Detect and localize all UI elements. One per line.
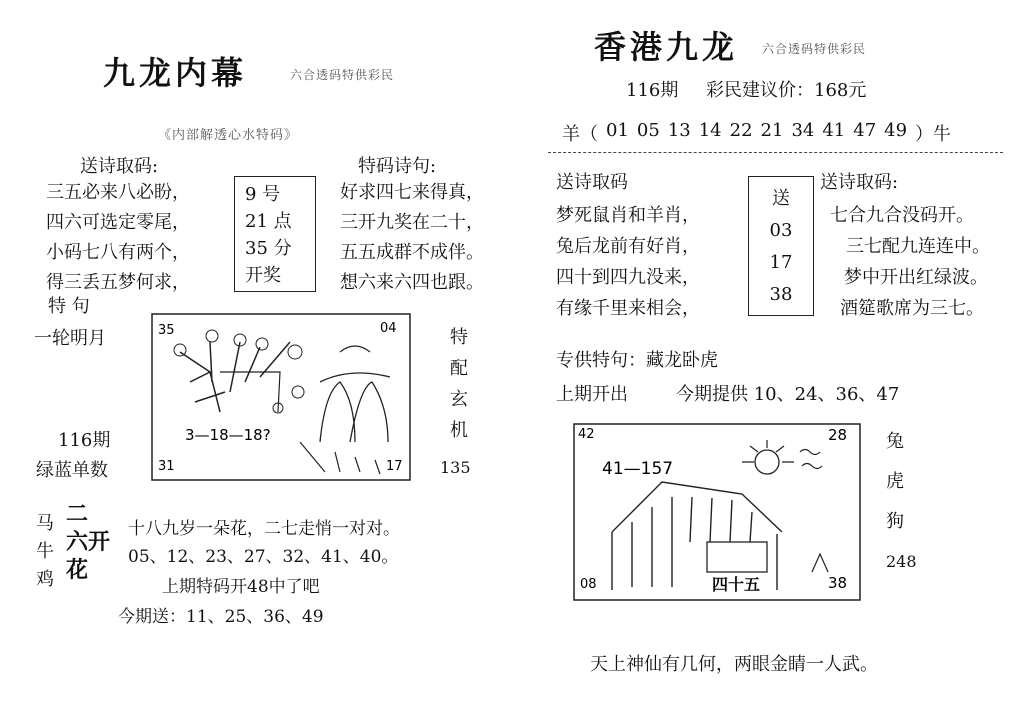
poem-line: 小码七八有两个， bbox=[46, 242, 190, 263]
sketch-label: 31 bbox=[158, 459, 175, 474]
poem-line: 四十到四九没来， bbox=[556, 267, 700, 288]
color-label: 绿蓝单数 bbox=[36, 460, 108, 481]
right-side-number: 248 bbox=[886, 552, 917, 571]
big-char: 二 bbox=[66, 501, 89, 527]
side-char: 机 bbox=[450, 420, 468, 441]
this-issue: 今期提供 10、24、36、47 bbox=[676, 384, 900, 405]
left-poem-left bbox=[46, 178, 190, 298]
last-issue: 上期开出 bbox=[556, 384, 628, 405]
left-subheading: 《内部解透心水特码》 bbox=[158, 128, 299, 143]
divider bbox=[548, 152, 1003, 153]
sketch-label: 3—18—18? bbox=[185, 426, 271, 444]
poem-line: 四六可选定零尾， bbox=[46, 212, 190, 233]
sketch-label: 35 bbox=[158, 323, 175, 338]
poem-line: 酒筵歌席为三七。 bbox=[840, 298, 984, 319]
special-line: 专供特句：藏龙卧虎 bbox=[556, 350, 718, 371]
poem-line: 有缘千里来相会， bbox=[556, 298, 700, 319]
poem-line: 兔后龙前有好肖， bbox=[556, 236, 700, 257]
side-label bbox=[450, 322, 468, 446]
left-line4: 今期送：11、25、36、49 bbox=[118, 607, 324, 627]
draw-box-line: 21 点 bbox=[245, 211, 292, 232]
send-box bbox=[748, 176, 814, 316]
left-song-heading: 送诗取码: bbox=[80, 156, 159, 177]
send-box-line: 03 bbox=[769, 220, 793, 241]
left-poem-heading: 特码诗句: bbox=[358, 156, 437, 177]
sketch-label: 04 bbox=[380, 321, 397, 336]
zodiac-item: 牛 bbox=[36, 541, 54, 562]
right-issue: 116期 bbox=[626, 80, 679, 101]
left-line1: 十八九岁一朵花，二七走悄一对对。 bbox=[128, 519, 400, 539]
side-char: 配 bbox=[450, 358, 468, 379]
special-label: 特 句 bbox=[48, 296, 90, 317]
sketch-label: 17 bbox=[386, 459, 403, 474]
side-char: 特 bbox=[450, 327, 468, 348]
poem-line: 想六来六四也跟。 bbox=[340, 272, 484, 293]
big-chars bbox=[66, 500, 110, 584]
side-char: 玄 bbox=[450, 389, 468, 410]
numbers-item: 41 bbox=[822, 120, 846, 141]
poem-line: 七合九合没码开。 bbox=[830, 205, 974, 226]
numbers-item: 14 bbox=[698, 120, 722, 141]
numbers-item: 34 bbox=[791, 120, 815, 141]
draw-time-box bbox=[234, 176, 316, 292]
draw-box-line: 开奖 bbox=[245, 265, 281, 286]
poem-line: 三五必来八必盼， bbox=[46, 182, 190, 203]
moon-label: 一轮明月 bbox=[34, 328, 106, 349]
sketch-label: 四十五 bbox=[712, 575, 761, 594]
sketch-label: 08 bbox=[580, 577, 597, 592]
poem-line: 三开九奖在二十， bbox=[340, 212, 484, 233]
numbers-item: 13 bbox=[667, 120, 691, 141]
send-box-line: 送 bbox=[772, 188, 790, 209]
zodiac-column bbox=[36, 510, 54, 594]
numbers-item: 47 bbox=[853, 120, 877, 141]
left-poem-right bbox=[340, 178, 484, 298]
zodiac-item: 鸡 bbox=[36, 569, 54, 590]
draw-box-line: 9 号 bbox=[245, 184, 281, 205]
right-song-heading-l: 送诗取码 bbox=[556, 172, 628, 193]
left-title: 九龙内幕 bbox=[103, 54, 248, 92]
draw-box-line: 35 分 bbox=[245, 238, 292, 259]
numbers-item: 21 bbox=[760, 120, 784, 141]
right-price: 彩民建议价：168元 bbox=[706, 80, 867, 101]
poem-line: 梦死鼠肖和羊肖， bbox=[556, 205, 700, 226]
sketch-label: 28 bbox=[828, 426, 848, 444]
side-zodiac-item: 狗 bbox=[886, 511, 904, 532]
side-zodiac-item: 虎 bbox=[886, 471, 904, 492]
left-sketch bbox=[150, 312, 412, 482]
right-poem-left bbox=[556, 200, 700, 324]
poem-line: 五五成群不成伴。 bbox=[340, 242, 484, 263]
numbers-item: 羊（ bbox=[562, 124, 598, 145]
right-sketch bbox=[572, 422, 862, 602]
left-line2: 05、12、23、27、32、41、40。 bbox=[128, 547, 399, 567]
right-song-heading-r: 送诗取码: bbox=[820, 172, 899, 193]
numbers-row bbox=[562, 120, 951, 146]
side-number: 135 bbox=[440, 458, 471, 477]
big-char: 六开 bbox=[66, 529, 111, 555]
sketch-label: 41—157 bbox=[602, 459, 674, 479]
send-box-line: 38 bbox=[769, 284, 793, 305]
right-poem-right bbox=[830, 200, 990, 324]
right-subtitle: 六合透码特供彩民 bbox=[762, 42, 867, 56]
poem-line: 三七配九连连中。 bbox=[846, 236, 990, 257]
bottom-line: 天上神仙有几何，两眼金睛一人武。 bbox=[590, 654, 878, 675]
big-char: 花 bbox=[66, 557, 89, 583]
side-zodiac-item: 兔 bbox=[886, 431, 904, 452]
numbers-item: 22 bbox=[729, 120, 753, 141]
numbers-item: 49 bbox=[884, 120, 908, 141]
poem-line: 梦中开出红绿波。 bbox=[844, 267, 988, 288]
left-issue: 116期 bbox=[58, 430, 111, 451]
poem-line: 得三丢五梦何求， bbox=[46, 272, 190, 293]
numbers-item: 05 bbox=[636, 120, 660, 141]
right-side-zodiac bbox=[886, 422, 904, 542]
numbers-item: ）牛 bbox=[915, 124, 952, 145]
poem-line: 好求四七来得真， bbox=[340, 182, 484, 203]
right-title: 香港九龙 bbox=[594, 28, 739, 66]
left-subtitle: 六合透码特供彩民 bbox=[290, 68, 395, 82]
zodiac-item: 马 bbox=[36, 513, 54, 534]
left-line3: 上期特码开48中了吧 bbox=[162, 577, 320, 597]
sketch-label: 38 bbox=[828, 574, 848, 592]
sketch-label: 42 bbox=[578, 427, 595, 442]
numbers-item: 01 bbox=[606, 120, 629, 141]
send-box-line: 17 bbox=[769, 252, 793, 273]
